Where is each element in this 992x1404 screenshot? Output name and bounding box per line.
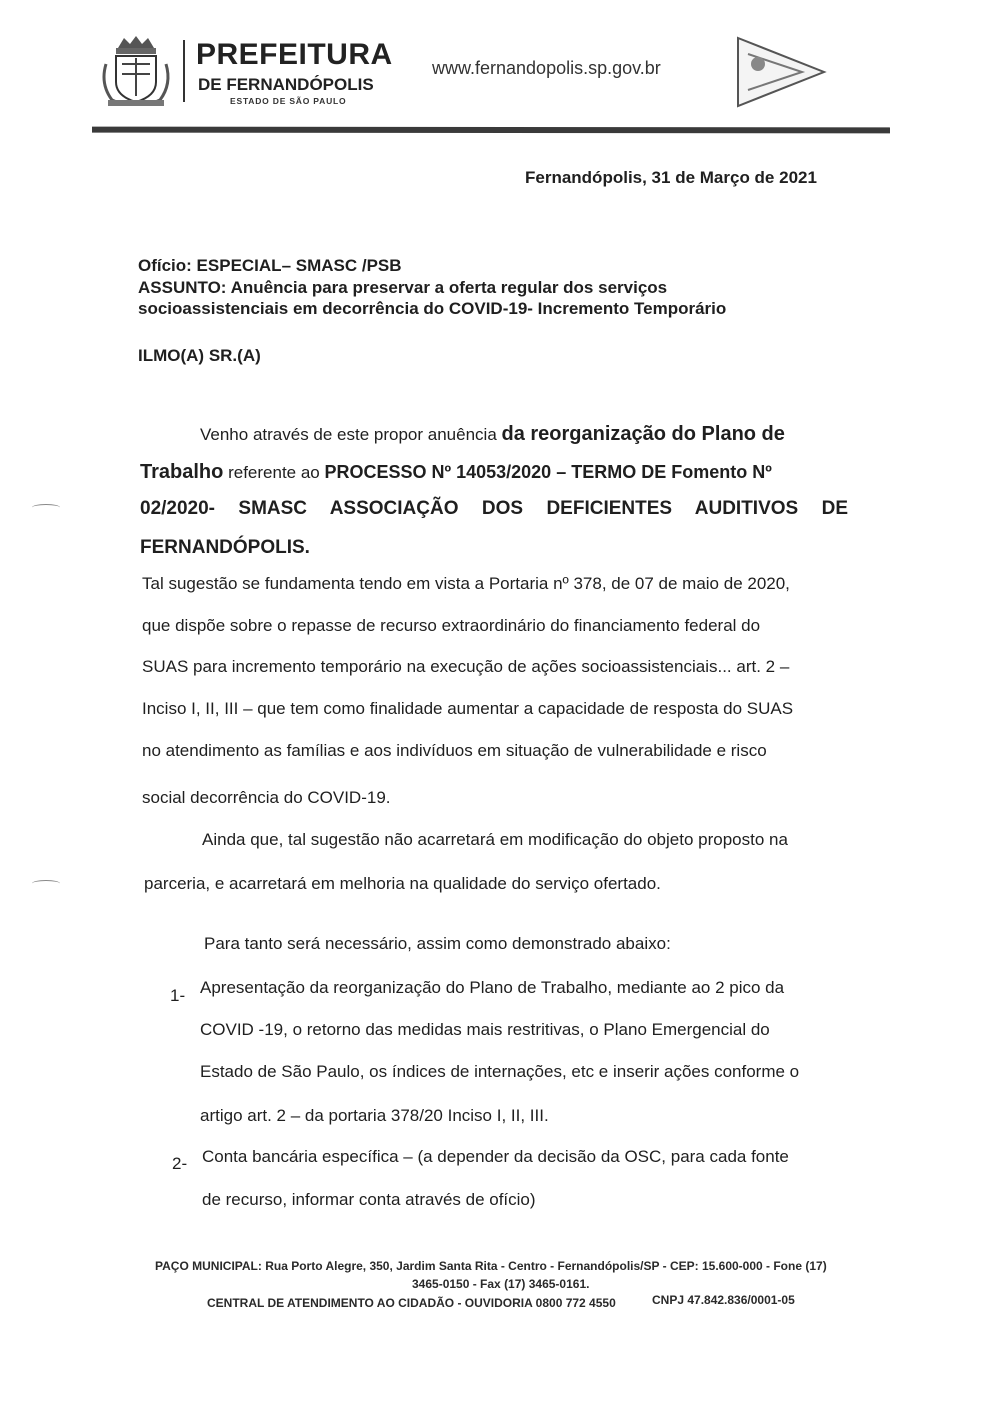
para1-line-3: 02/2020- SMASC ASSOCIAÇÃO DOS DEFICIENTES AUDITIVOS DE [140,498,848,519]
para2-line-4: Inciso I, II, III – que tem como finalidade aumentar a capacidade de resposta do SUAS [142,699,794,718]
item-1-line-3: Estado de São Paulo, os índices de internações, etc e inserir ações conforme o [200,1062,800,1081]
letter-date: Fernandópolis, 31 de Março de 2021 [525,168,817,187]
assunto-line-1 [138,278,667,298]
scan-mark [32,504,60,511]
scan-mark [32,880,60,887]
para4-line: Para tanto será necessário, assim como demonstrado abaixo: [204,934,671,953]
assunto-text-1: Anuência para preservar a oferta regular dos serviços [226,278,668,297]
para2-line-2: que dispõe sobre o repasse de recurso extraordinário do financiamento federal do [142,616,761,635]
para2-line-6: social decorrência do COVID-19. [142,788,391,807]
para1-text: Venho através de este propor anuência [200,425,502,444]
para2-line-1: Tal sugestão se fundamenta tendo em vista a Portaria nº 378, de 07 de maio de 2020, [142,574,790,593]
process-number: PROCESSO Nº 14053/2020 [324,462,552,482]
oficio-line: Ofício: ESPECIAL– SMASC /PSB [138,256,402,275]
para1-line-1 [200,424,785,445]
para1-line-4: FERNANDÓPOLIS. [140,537,310,558]
item-2-line-2: de recurso, informar conta através de ofício) [202,1190,536,1209]
assunto-line-2: socioassistenciais em decorrência do COVID-19- Incremento Temporário [138,299,727,318]
para3-line-1: Ainda que, tal sugestão não acarretará em modificação do objeto proposto na [202,830,788,849]
para1-bold: – TERMO DE Fomento Nº [551,462,772,482]
para1-bold: Trabalho [140,461,224,483]
footer-ouvidoria: CENTRAL DE ATENDIMENTO AO CIDADÃO - OUVIDORIA 0800 772 4550 [207,1296,616,1310]
para2-line-3: SUAS para incremento temporário na execução de ações socioassistenciais... art. 2 – [142,657,790,676]
item-2-number: 2- [172,1154,188,1173]
item-1-line-2: COVID -19, o retorno das medidas mais restritivas, o Plano Emergencial do [200,1020,770,1039]
website-link[interactable]: www.fernandopolis.sp.gov.br [432,58,661,78]
item-1-line-4: artigo art. 2 – da portaria 378/20 Inciso I, II, III. [200,1106,549,1125]
para3-line-2: parceria, e acarretará em melhoria na qualidade do serviço ofertado. [144,874,661,893]
item-1-number: 1- [170,986,186,1005]
footer-phone: 3465-0150 - Fax (17) 3465-0161. [412,1277,590,1291]
header-title: PREFEITURA [196,38,393,71]
salutation: ILMO(A) SR.(A) [138,346,261,365]
assunto-label: ASSUNTO: [138,278,227,297]
item-2-line-1: Conta bancária específica – (a depender da decisão da OSC, para cada fonte [202,1147,789,1166]
header-divider [183,40,185,102]
para1-text: referente ao [223,463,325,482]
coat-of-arms-icon [98,34,174,108]
item-1-line-1: Apresentação da reorganização do Plano de Trabalho, mediante ao 2 pico da [200,978,785,997]
header-subtitle: DE FERNANDÓPOLIS [198,75,374,94]
footer-cnpj: CNPJ 47.842.836/0001-05 [652,1293,795,1307]
footer-address: PAÇO MUNICIPAL: Rua Porto Alegre, 350, Jardim Santa Rita - Centro - Fernandópolis/SP - CEP: 15.600-000 - Fone (17) [155,1259,827,1273]
flag-icon [732,30,832,110]
para2-line-5: no atendimento as famílias e aos indivíduos em situação de vulnerabilidade e risco [142,741,767,760]
para1-line-2 [140,462,772,483]
header-rule [92,127,890,134]
para1-bold: da reorganização do Plano de [501,423,785,445]
header-state: ESTADO DE SÃO PAULO [230,96,347,106]
